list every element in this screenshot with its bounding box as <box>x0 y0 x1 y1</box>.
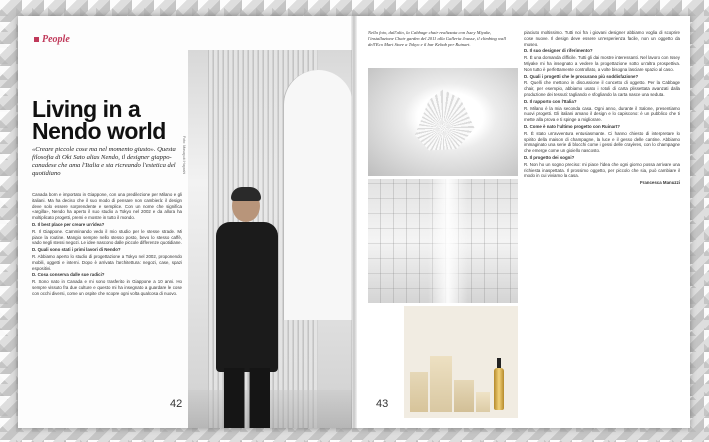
right-body-text <box>524 30 680 416</box>
floor <box>188 390 352 428</box>
left-page <box>18 16 354 428</box>
designer-portrait-photo <box>188 50 352 428</box>
interview-answer: R. Abbiamo aperto lo studio di progettazione a Tokyo nel 2002, proponendo mobili, oggetti e interni. Dopo è arrivata l'architettura: negozi, case, spazi espositivi. <box>32 253 182 271</box>
photo-caption: Nella foto, dall'alto, la Cabbage chair realizzata con Issey Miyake, l'installazione Chair garden del 2011 alla Galleria Jousse, il climbing wall dell'Eco Mart Store a Tokyo e il bar Kebab per Ruinart. <box>368 30 506 47</box>
designer-legs <box>224 368 270 428</box>
white-arch <box>283 70 352 320</box>
photo-credit: Foto: Masayuki Hayashi <box>182 136 186 175</box>
page-number-right: 43 <box>376 398 389 410</box>
right-page <box>354 16 690 428</box>
body-paragraph: Canada born e importato in Giappone, con una predilezione per Milano e gli italiani. Ma ha deciso che il suo modo di pensare non cambierà: il design deve solo essere sorprendente e semplice. Con un nome che significa «argilla», Nendo ha aperto il suo studio a Tokyo nel 2002 e da allora ha moltiplicato progetti, premi e mostre in tutto il mondo. <box>32 192 182 221</box>
interview-question: D. Cosa conserva dalle sue radici? <box>32 272 105 278</box>
interview-answer: R. Sono nato in Canada e mi sono trasferito in Giappone a 10 anni. Ho sempre vissuto fra due culture e questo mi ha insegnato a guardare le cose con occhi diversi, come un ospite che scopre ogni volta qualcosa di nuovo. <box>32 279 182 296</box>
article-title <box>32 98 192 142</box>
light-beam <box>428 179 468 303</box>
interview-question: D. Quali i progetti che le procurano più soddisfazione? <box>524 73 639 79</box>
interview-question: D. Come è nato l'ultimo progetto con Ruinart? <box>524 123 620 129</box>
cabbage-chair-photo <box>368 68 518 176</box>
title-line-2: Nendo world <box>32 118 166 144</box>
ruinart-photo <box>404 306 518 418</box>
author-signature: Francesca Manuzzi <box>639 180 680 186</box>
champagne-bottle <box>494 368 504 410</box>
designer-body <box>216 222 278 372</box>
title-line-1: Living in a <box>32 96 141 122</box>
section-square-icon <box>34 37 39 42</box>
left-body-text <box>32 192 182 414</box>
interview-question: D. Quali sono stati i primi lavori di Nendo? <box>32 247 121 253</box>
installation-photo <box>368 179 518 303</box>
body-paragraph: piaciuto moltissimo. Tutti noi fra i giovani designer abbiamo voglia di scoprire cose nuove. Il design deve essere un'esperienza facile, non un oggetto da museo. <box>524 30 680 47</box>
interview-answer: R. È stato un'avventura entusiasmante. Ci hanno chiesto di interpretare lo spirito della maison di champagne, la luce e il gesso delle cantine. Abbiamo immaginato una serie di blocchi come i gessi delle crayères, con lo champagne che emerge come un gioiello nascosto. <box>524 130 680 154</box>
interview-question: D. Il progetto dei sogni? <box>524 154 575 160</box>
interview-answer: R. Il Giappone. Camminando vedo il mio studio per le stesse strade. Mi piace la routine. Mangio sempre nello stesso posto, bevo lo stesso caffè, vado negli stessi negozi. Le idee nascono dalle piccole differenze quotidiane. <box>32 228 182 246</box>
interview-answer: R. Milano è la mia seconda casa. Ogni anno, durante il Salone, presentiamo nuovi progetti. Gli italiani amano il design e lo capiscono: è un pubblico che ti mette alla prova e ti spinge a migliorare. <box>524 105 680 123</box>
interview-answer: R. Quelli che mettono in discussione il concetto di oggetto. Per la Cabbage chair, per esempio, abbiamo usato i rotoli di carta plissettata avanzati dalla produzione dei tessuti: tagliando e sfogliando la carta nasce una seduta. <box>524 80 680 97</box>
interview-question: D. Il suo designer di riferimento? <box>524 48 593 54</box>
page-gutter <box>351 16 357 428</box>
designer-hair <box>231 187 261 201</box>
magazine-spread <box>18 16 690 428</box>
interview-answer: R. Non ho un sogno preciso: mi piace l'idea che ogni giorno possa arrivare una richiesta inaspettata. Il prossimo oggetto, per piccolo che sia, può cambiare il modo in cui viviamo la casa. <box>524 161 680 179</box>
interview-question: D. Il rapporto con l'Italia? <box>524 98 577 104</box>
section-label <box>34 34 70 45</box>
interview-answer: R. È una domanda difficile. Tutti gli dai mostre interessanti. Nel lavoro con Issey Miyake mi ha insegnato a vedere la progettazione sotto un'altra prospettiva. Non tutto è perfettamente controllato, a volte bisogna lasciare spazio al caso. <box>524 55 680 72</box>
section-text: People <box>42 34 70 45</box>
paper-chair <box>408 86 478 156</box>
page-number-left: 42 <box>170 398 183 410</box>
interview-question: D. Il best place per creare un'idea? <box>32 221 105 227</box>
chalk-blocks <box>410 356 490 412</box>
article-deck: «Creare piccole cose ma nel momento giusto». Questa filosofia di Oki Sato alias Nendo, il designer giappo-canadese che ama l'Italia e sta ricreando l'estetica del quotidiano <box>32 146 176 177</box>
